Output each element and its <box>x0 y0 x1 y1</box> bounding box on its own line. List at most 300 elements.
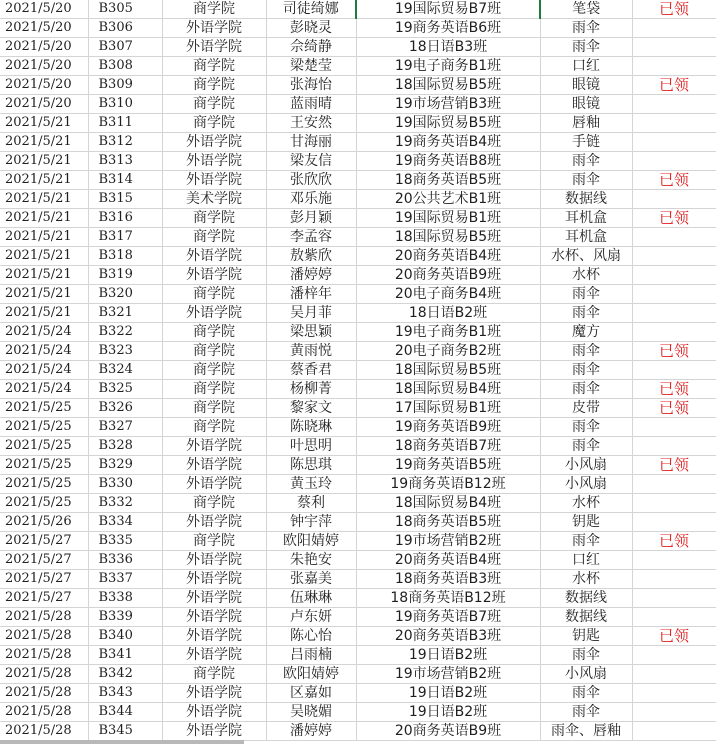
cell-status[interactable] <box>632 361 716 380</box>
cell-code[interactable]: B330 <box>88 475 162 494</box>
cell-college[interactable]: 商学院 <box>162 114 266 133</box>
cell-code[interactable]: B334 <box>88 513 162 532</box>
cell-name[interactable]: 王安然 <box>266 114 356 133</box>
cell-code[interactable]: B336 <box>88 551 162 570</box>
table-row <box>0 323 716 342</box>
cell-date[interactable]: 2021/5/24 <box>0 342 88 361</box>
cell-status[interactable] <box>632 570 716 589</box>
cell-date[interactable]: 2021/5/21 <box>0 266 88 285</box>
cell-status[interactable] <box>632 285 716 304</box>
cell-college[interactable]: 外语学院 <box>162 19 266 38</box>
cell-date[interactable]: 2021/5/20 <box>0 0 88 19</box>
cell-item[interactable]: 雨伞 <box>540 285 632 304</box>
cell-status[interactable]: 已领 <box>632 76 716 95</box>
cell-class[interactable]: 20商务英语B9班 <box>356 266 540 285</box>
table-row <box>0 570 716 589</box>
cell-item[interactable]: 雨伞 <box>540 38 632 57</box>
table-row <box>0 361 716 380</box>
cell-college[interactable]: 外语学院 <box>162 684 266 703</box>
cell-name[interactable]: 张嘉美 <box>266 570 356 589</box>
cell-item[interactable]: 雨伞 <box>540 646 632 665</box>
cell-college[interactable]: 商学院 <box>162 665 266 684</box>
cell-date[interactable]: 2021/5/25 <box>0 456 88 475</box>
cell-date[interactable]: 2021/5/24 <box>0 380 88 399</box>
cell-status[interactable] <box>632 722 716 741</box>
cell-code[interactable]: B317 <box>88 228 162 247</box>
table-row <box>0 532 716 551</box>
cell-item[interactable]: 雨伞 <box>540 361 632 380</box>
cell-date[interactable]: 2021/5/21 <box>0 228 88 247</box>
table-row <box>0 285 716 304</box>
cell-code[interactable]: B307 <box>88 38 162 57</box>
cell-code[interactable]: B306 <box>88 19 162 38</box>
cell-code[interactable]: B313 <box>88 152 162 171</box>
cell-status[interactable]: 已领 <box>632 380 716 399</box>
cell-class[interactable]: 19日语B2班 <box>356 646 540 665</box>
cell-code[interactable]: B337 <box>88 570 162 589</box>
cell-class[interactable]: 19国际贸易B1班 <box>356 209 540 228</box>
cell-status[interactable] <box>632 513 716 532</box>
cell-name[interactable]: 司徒绮娜 <box>266 0 356 19</box>
cell-item[interactable]: 雨伞 <box>540 418 632 437</box>
cell-date[interactable]: 2021/5/27 <box>0 570 88 589</box>
cell-code[interactable]: B314 <box>88 171 162 190</box>
cell-college[interactable]: 外语学院 <box>162 722 266 741</box>
cell-name[interactable]: 黎家文 <box>266 399 356 418</box>
cell-code[interactable]: B345 <box>88 722 162 741</box>
cell-class[interactable]: 18商务英语B5班 <box>356 513 540 532</box>
cell-code[interactable]: B340 <box>88 627 162 646</box>
cell-status[interactable] <box>632 152 716 171</box>
cell-name[interactable]: 梁思颖 <box>266 323 356 342</box>
cell-name[interactable]: 敖紫欣 <box>266 247 356 266</box>
cell-item[interactable]: 雨伞 <box>540 437 632 456</box>
cell-class[interactable]: 19商务英语B6班 <box>356 19 540 38</box>
cell-class[interactable]: 19市场营销B2班 <box>356 532 540 551</box>
cell-college[interactable]: 商学院 <box>162 399 266 418</box>
cell-name[interactable]: 蔡香君 <box>266 361 356 380</box>
cell-status[interactable] <box>632 494 716 513</box>
cell-class[interactable]: 18商务英语B7班 <box>356 437 540 456</box>
cell-item[interactable]: 雨伞 <box>540 342 632 361</box>
cell-class[interactable]: 18商务英语B5班 <box>356 171 540 190</box>
cell-college[interactable]: 外语学院 <box>162 152 266 171</box>
cell-item[interactable]: 水杯、风扇 <box>540 247 632 266</box>
cell-item[interactable]: 小风扇 <box>540 475 632 494</box>
cell-code[interactable]: B332 <box>88 494 162 513</box>
cell-class[interactable]: 18国际贸易B4班 <box>356 380 540 399</box>
cell-date[interactable]: 2021/5/28 <box>0 665 88 684</box>
cell-item[interactable]: 雨伞、唇釉 <box>540 722 632 741</box>
cell-item[interactable]: 手链 <box>540 133 632 152</box>
cell-college[interactable]: 外语学院 <box>162 627 266 646</box>
cell-status[interactable] <box>632 266 716 285</box>
cell-date[interactable]: 2021/5/21 <box>0 133 88 152</box>
cell-college[interactable]: 商学院 <box>162 95 266 114</box>
cell-date[interactable]: 2021/5/24 <box>0 361 88 380</box>
cell-name[interactable]: 欧阳婧婷 <box>266 665 356 684</box>
cell-code[interactable]: B312 <box>88 133 162 152</box>
table-row <box>0 380 716 399</box>
cell-college[interactable]: 外语学院 <box>162 171 266 190</box>
table-row <box>0 684 716 703</box>
cell-class[interactable]: 18商务英语B12班 <box>356 589 540 608</box>
cell-date[interactable]: 2021/5/28 <box>0 608 88 627</box>
cell-date[interactable]: 2021/5/28 <box>0 703 88 722</box>
cell-item[interactable]: 皮带 <box>540 399 632 418</box>
cell-class[interactable]: 20商务英语B3班 <box>356 627 540 646</box>
cell-item[interactable]: 雨伞 <box>540 703 632 722</box>
cell-status[interactable] <box>632 665 716 684</box>
cell-item[interactable]: 水杯 <box>540 494 632 513</box>
cell-item[interactable]: 魔方 <box>540 323 632 342</box>
cell-status[interactable] <box>632 608 716 627</box>
cell-item[interactable]: 雨伞 <box>540 171 632 190</box>
cell-name[interactable]: 陈心怡 <box>266 627 356 646</box>
cell-class[interactable]: 19商务英语B9班 <box>356 418 540 437</box>
cell-status[interactable]: 已领 <box>632 0 716 19</box>
cell-item[interactable]: 雨伞 <box>540 304 632 323</box>
cell-college[interactable]: 外语学院 <box>162 703 266 722</box>
cell-date[interactable]: 2021/5/20 <box>0 95 88 114</box>
cell-date[interactable]: 2021/5/28 <box>0 646 88 665</box>
cell-college[interactable]: 外语学院 <box>162 133 266 152</box>
cell-class[interactable]: 18日语B2班 <box>356 304 540 323</box>
cell-name[interactable]: 佘绮静 <box>266 38 356 57</box>
cell-class[interactable]: 18国际贸易B5班 <box>356 361 540 380</box>
cell-item[interactable]: 雨伞 <box>540 19 632 38</box>
cell-code[interactable]: B342 <box>88 665 162 684</box>
table-row <box>0 418 716 437</box>
cell-class[interactable]: 19日语B2班 <box>356 703 540 722</box>
cell-status[interactable] <box>632 190 716 209</box>
cell-college[interactable]: 外语学院 <box>162 589 266 608</box>
cell-class[interactable]: 19商务英语B4班 <box>356 133 540 152</box>
cell-item[interactable]: 口红 <box>540 551 632 570</box>
cell-status[interactable]: 已领 <box>632 456 716 475</box>
cell-status[interactable]: 已领 <box>632 342 716 361</box>
cell-item[interactable]: 小风扇 <box>540 665 632 684</box>
cell-name[interactable]: 潘梓年 <box>266 285 356 304</box>
cell-date[interactable]: 2021/5/25 <box>0 399 88 418</box>
cell-name[interactable]: 梁楚莹 <box>266 57 356 76</box>
cell-status[interactable] <box>632 437 716 456</box>
table-row <box>0 456 716 475</box>
cell-class[interactable]: 19市场营销B2班 <box>356 665 540 684</box>
cell-name[interactable]: 陈思琪 <box>266 456 356 475</box>
table-row <box>0 133 716 152</box>
cell-status[interactable] <box>632 323 716 342</box>
cell-college[interactable]: 外语学院 <box>162 608 266 627</box>
cell-college[interactable]: 商学院 <box>162 323 266 342</box>
cell-class[interactable]: 19国际贸易B5班 <box>356 114 540 133</box>
table-row <box>0 247 716 266</box>
cell-status[interactable] <box>632 95 716 114</box>
cell-class[interactable]: 19商务英语B8班 <box>356 152 540 171</box>
cell-class[interactable]: 17国际贸易B1班 <box>356 399 540 418</box>
table-row <box>0 38 716 57</box>
cell-class[interactable]: 20商务英语B9班 <box>356 722 540 741</box>
cell-date[interactable]: 2021/5/28 <box>0 684 88 703</box>
cell-class[interactable]: 18国际贸易B5班 <box>356 76 540 95</box>
cell-college[interactable]: 外语学院 <box>162 437 266 456</box>
cell-date[interactable]: 2021/5/21 <box>0 171 88 190</box>
cell-item[interactable]: 耳机盒 <box>540 209 632 228</box>
cell-status[interactable] <box>632 133 716 152</box>
cell-code[interactable]: B341 <box>88 646 162 665</box>
cell-name[interactable]: 张海怡 <box>266 76 356 95</box>
cell-class[interactable]: 20公共艺术B1班 <box>356 190 540 209</box>
cell-date[interactable]: 2021/5/25 <box>0 475 88 494</box>
cell-status[interactable]: 已领 <box>632 532 716 551</box>
cell-date[interactable]: 2021/5/21 <box>0 209 88 228</box>
cell-code[interactable]: B323 <box>88 342 162 361</box>
cell-date[interactable]: 2021/5/21 <box>0 304 88 323</box>
table-row <box>0 703 716 722</box>
cell-name[interactable]: 邓乐施 <box>266 190 356 209</box>
cell-name[interactable]: 蓝雨晴 <box>266 95 356 114</box>
cell-status[interactable]: 已领 <box>632 209 716 228</box>
cell-college[interactable]: 美术学院 <box>162 190 266 209</box>
cell-college[interactable]: 商学院 <box>162 380 266 399</box>
cell-college[interactable]: 商学院 <box>162 209 266 228</box>
cell-date[interactable]: 2021/5/21 <box>0 114 88 133</box>
cell-status[interactable] <box>632 228 716 247</box>
cell-date[interactable]: 2021/5/27 <box>0 589 88 608</box>
cell-name[interactable]: 陈晓琳 <box>266 418 356 437</box>
cell-class[interactable]: 19日语B2班 <box>356 684 540 703</box>
cell-college[interactable]: 外语学院 <box>162 456 266 475</box>
cell-status[interactable] <box>632 703 716 722</box>
cell-date[interactable]: 2021/5/27 <box>0 551 88 570</box>
table-row <box>0 722 716 741</box>
cell-name[interactable]: 杨柳菁 <box>266 380 356 399</box>
cell-name[interactable]: 彭晓灵 <box>266 19 356 38</box>
cell-status[interactable]: 已领 <box>632 627 716 646</box>
cell-item[interactable]: 口红 <box>540 57 632 76</box>
cell-code[interactable]: B343 <box>88 684 162 703</box>
table-row <box>0 627 716 646</box>
cell-status[interactable] <box>632 57 716 76</box>
cell-name[interactable]: 梁友信 <box>266 152 356 171</box>
cell-name[interactable]: 李孟容 <box>266 228 356 247</box>
cell-date[interactable]: 2021/5/24 <box>0 323 88 342</box>
cell-code[interactable]: B328 <box>88 437 162 456</box>
cell-code[interactable]: B329 <box>88 456 162 475</box>
cell-code[interactable]: B319 <box>88 266 162 285</box>
cell-college[interactable]: 外语学院 <box>162 475 266 494</box>
cell-code[interactable]: B308 <box>88 57 162 76</box>
cell-code[interactable]: B322 <box>88 323 162 342</box>
cell-code[interactable]: B327 <box>88 418 162 437</box>
cell-code[interactable]: B321 <box>88 304 162 323</box>
cell-class[interactable]: 19电子商务B1班 <box>356 323 540 342</box>
cell-class[interactable]: 18商务英语B3班 <box>356 570 540 589</box>
cell-date[interactable]: 2021/5/27 <box>0 532 88 551</box>
table-row <box>0 437 716 456</box>
cell-item[interactable]: 雨伞 <box>540 152 632 171</box>
cell-date[interactable]: 2021/5/28 <box>0 627 88 646</box>
cell-code[interactable]: B310 <box>88 95 162 114</box>
cell-college[interactable]: 商学院 <box>162 76 266 95</box>
cell-college[interactable]: 外语学院 <box>162 551 266 570</box>
cell-item[interactable]: 耳机盒 <box>540 228 632 247</box>
cell-item[interactable]: 眼镜 <box>540 76 632 95</box>
cell-status[interactable] <box>632 38 716 57</box>
table-row <box>0 342 716 361</box>
cell-code[interactable]: B335 <box>88 532 162 551</box>
cell-item[interactable]: 数据线 <box>540 608 632 627</box>
cell-code[interactable]: B320 <box>88 285 162 304</box>
cell-code[interactable]: B325 <box>88 380 162 399</box>
cell-item[interactable]: 雨伞 <box>540 532 632 551</box>
cell-status[interactable] <box>632 114 716 133</box>
table-row <box>0 475 716 494</box>
cell-college[interactable]: 商学院 <box>162 494 266 513</box>
table-row <box>0 76 716 95</box>
cell-date[interactable]: 2021/5/25 <box>0 437 88 456</box>
cell-date[interactable]: 2021/5/21 <box>0 190 88 209</box>
cell-status[interactable] <box>632 646 716 665</box>
cell-name[interactable]: 吴晓媚 <box>266 703 356 722</box>
cell-class[interactable]: 20电子商务B4班 <box>356 285 540 304</box>
cell-college[interactable]: 外语学院 <box>162 646 266 665</box>
cell-name[interactable]: 黄雨悦 <box>266 342 356 361</box>
cell-item[interactable]: 水杯 <box>540 266 632 285</box>
cell-status[interactable] <box>632 247 716 266</box>
cell-date[interactable]: 2021/5/20 <box>0 57 88 76</box>
cell-item[interactable]: 雨伞 <box>540 380 632 399</box>
cell-college[interactable]: 商学院 <box>162 57 266 76</box>
cell-name[interactable]: 叶思明 <box>266 437 356 456</box>
cell-college[interactable]: 商学院 <box>162 285 266 304</box>
cell-status[interactable] <box>632 589 716 608</box>
cell-code[interactable]: B316 <box>88 209 162 228</box>
cell-name[interactable]: 彭月颖 <box>266 209 356 228</box>
cell-item[interactable]: 唇釉 <box>540 114 632 133</box>
cell-name[interactable]: 伍琳琳 <box>266 589 356 608</box>
cell-college[interactable]: 外语学院 <box>162 304 266 323</box>
cell-college[interactable]: 商学院 <box>162 228 266 247</box>
cell-date[interactable]: 2021/5/20 <box>0 76 88 95</box>
table-row <box>0 0 716 19</box>
table-row <box>0 228 716 247</box>
cell-name[interactable]: 张欣欣 <box>266 171 356 190</box>
cell-code[interactable]: B318 <box>88 247 162 266</box>
cell-name[interactable]: 钟宇萍 <box>266 513 356 532</box>
cell-date[interactable]: 2021/5/21 <box>0 152 88 171</box>
cell-item[interactable]: 钥匙 <box>540 627 632 646</box>
cell-class[interactable]: 19国际贸易B7班 <box>356 0 540 19</box>
table-row <box>0 399 716 418</box>
cell-item[interactable]: 钥匙 <box>540 513 632 532</box>
cell-item[interactable]: 水杯 <box>540 570 632 589</box>
cell-date[interactable]: 2021/5/26 <box>0 513 88 532</box>
cell-name[interactable]: 黄玉玲 <box>266 475 356 494</box>
cell-class[interactable]: 20商务英语B4班 <box>356 551 540 570</box>
table-row <box>0 304 716 323</box>
cell-class[interactable]: 20电子商务B2班 <box>356 342 540 361</box>
cell-name[interactable]: 潘婷婷 <box>266 722 356 741</box>
cell-status[interactable]: 已领 <box>632 399 716 418</box>
cell-college[interactable]: 商学院 <box>162 361 266 380</box>
cell-item[interactable]: 小风扇 <box>540 456 632 475</box>
cell-code[interactable]: B326 <box>88 399 162 418</box>
cell-date[interactable]: 2021/5/25 <box>0 494 88 513</box>
cell-status[interactable] <box>632 551 716 570</box>
table-row <box>0 209 716 228</box>
cell-college[interactable]: 商学院 <box>162 0 266 19</box>
cell-college[interactable]: 商学院 <box>162 418 266 437</box>
cell-name[interactable]: 朱艳安 <box>266 551 356 570</box>
cell-date[interactable]: 2021/5/21 <box>0 247 88 266</box>
cell-college[interactable]: 外语学院 <box>162 266 266 285</box>
cell-college[interactable]: 外语学院 <box>162 570 266 589</box>
cell-item[interactable]: 雨伞 <box>540 684 632 703</box>
cell-status[interactable] <box>632 684 716 703</box>
table-row <box>0 57 716 76</box>
cell-status[interactable] <box>632 304 716 323</box>
cell-college[interactable]: 外语学院 <box>162 247 266 266</box>
cell-name[interactable]: 潘婷婷 <box>266 266 356 285</box>
cell-class[interactable]: 18日语B3班 <box>356 38 540 57</box>
cell-code[interactable]: B309 <box>88 76 162 95</box>
table-row <box>0 646 716 665</box>
cell-item[interactable]: 眼镜 <box>540 95 632 114</box>
cell-name[interactable]: 欧阳婧婷 <box>266 532 356 551</box>
cell-code[interactable]: B339 <box>88 608 162 627</box>
cell-name[interactable]: 甘海丽 <box>266 133 356 152</box>
cell-class[interactable]: 18国际贸易B5班 <box>356 228 540 247</box>
cell-code[interactable]: B324 <box>88 361 162 380</box>
cell-date[interactable]: 2021/5/21 <box>0 285 88 304</box>
cell-name[interactable]: 卢东妍 <box>266 608 356 627</box>
cell-name[interactable]: 区嘉如 <box>266 684 356 703</box>
horizontal-scrollbar[interactable] <box>0 740 244 744</box>
cell-class[interactable]: 19商务英语B12班 <box>356 475 540 494</box>
cell-status[interactable]: 已领 <box>632 171 716 190</box>
cell-item[interactable]: 数据线 <box>540 589 632 608</box>
cell-status[interactable] <box>632 19 716 38</box>
cell-date[interactable]: 2021/5/28 <box>0 722 88 741</box>
cell-code[interactable]: B315 <box>88 190 162 209</box>
cell-code[interactable]: B305 <box>88 0 162 19</box>
cell-date[interactable]: 2021/5/20 <box>0 38 88 57</box>
cell-status[interactable] <box>632 475 716 494</box>
cell-item[interactable]: 数据线 <box>540 190 632 209</box>
cell-name[interactable]: 蔡利 <box>266 494 356 513</box>
cell-class[interactable]: 20商务英语B4班 <box>356 247 540 266</box>
cell-college[interactable]: 外语学院 <box>162 38 266 57</box>
cell-class[interactable]: 19商务英语B7班 <box>356 608 540 627</box>
cell-college[interactable]: 外语学院 <box>162 513 266 532</box>
cell-class[interactable]: 19商务英语B5班 <box>356 456 540 475</box>
cell-name[interactable]: 吴月菲 <box>266 304 356 323</box>
cell-date[interactable]: 2021/5/25 <box>0 418 88 437</box>
cell-college[interactable]: 商学院 <box>162 532 266 551</box>
cell-status[interactable] <box>632 418 716 437</box>
cell-class[interactable]: 18国际贸易B4班 <box>356 494 540 513</box>
cell-code[interactable]: B311 <box>88 114 162 133</box>
cell-class[interactable]: 19电子商务B1班 <box>356 57 540 76</box>
cell-date[interactable]: 2021/5/20 <box>0 19 88 38</box>
cell-name[interactable]: 吕雨楠 <box>266 646 356 665</box>
cell-code[interactable]: B338 <box>88 589 162 608</box>
cell-code[interactable]: B344 <box>88 703 162 722</box>
cell-college[interactable]: 商学院 <box>162 342 266 361</box>
cell-item[interactable]: 笔袋 <box>540 0 632 19</box>
cell-class[interactable]: 19市场营销B3班 <box>356 95 540 114</box>
